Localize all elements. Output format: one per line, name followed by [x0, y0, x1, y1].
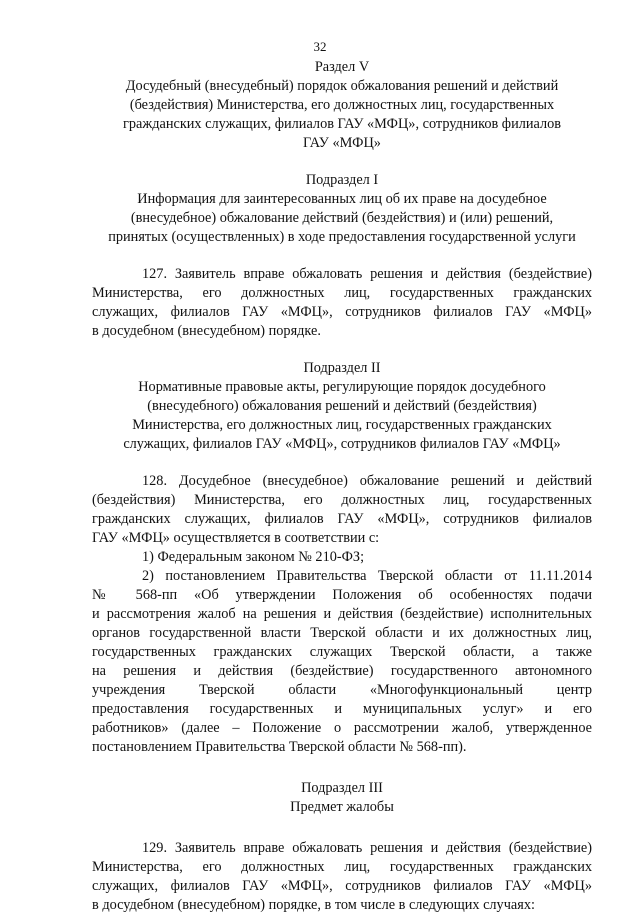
list-item-1: 1) Федеральным законом № 210-ФЗ;: [142, 549, 365, 565]
paragraph-line: Министерства, его должностных лиц, государственных гражданских: [92, 859, 592, 875]
subsection-heading-line: Министерства, его должностных лиц, государственных гражданских: [132, 417, 552, 433]
paragraph-line: (бездействия) Министерства, его должностных лиц, государственных: [92, 492, 592, 508]
paragraph-line: 128. Досудебное (внесудебное) обжалование решений и действий: [142, 473, 592, 489]
subsection-heading-line: служащих, филиалов ГАУ «МФЦ», сотрудников филиалов ГАУ «МФЦ»: [123, 436, 561, 452]
paragraph-line: ГАУ «МФЦ» осуществляется в соответствии с:: [92, 530, 380, 546]
paragraph-line: в досудебном (внесудебном) порядке, в том числе в следующих случаях:: [92, 897, 535, 913]
paragraph-line: № 568-пп «Об утверждении Положения об особенностях подачи: [92, 587, 592, 603]
subsection-heading-line: Нормативные правовые акты, регулирующие порядок досудебного: [138, 379, 546, 395]
paragraph-line: 129. Заявитель вправе обжаловать решения и действия (бездействие): [142, 840, 592, 856]
subsection-heading-line: (внесудебного) обжалования решений и действий (бездействия): [147, 398, 537, 414]
section-heading-line: ГАУ «МФЦ»: [303, 135, 381, 151]
paragraph-line: служащих, филиалов ГАУ «МФЦ», сотрудников филиалов ГАУ «МФЦ»: [92, 304, 592, 320]
section-heading-line: Досудебный (внесудебный) порядок обжалования решений и действий: [125, 78, 559, 94]
paragraph-line: постановлением Правительства Тверской области № 568-пп).: [92, 739, 467, 755]
subsection-title: Подраздел I: [305, 172, 379, 188]
subsection-title: Подраздел II: [303, 360, 381, 376]
section-heading-line: гражданских служащих, филиалов ГАУ «МФЦ», сотрудников филиалов: [122, 116, 562, 132]
list-item-2: 2) постановлением Правительства Тверской области от 11.11.2014: [142, 568, 592, 584]
subsection-title: Подраздел III: [301, 780, 383, 796]
paragraph-line: 127. Заявитель вправе обжаловать решения и действия (бездействие): [142, 266, 592, 282]
paragraph-line: государственных гражданских служащих Тверской области, а также: [92, 644, 592, 660]
subsection-2-heading: [92, 359, 592, 454]
paragraph-line: на решения и действия (бездействие) государственного автономного: [92, 663, 592, 679]
paragraph-127: [92, 265, 592, 341]
paragraph-line: работников» (далее – Положение о рассмотрении жалоб, утвержденное: [92, 720, 592, 736]
paragraph-line: и рассмотрения жалоб на решения и действия (бездействие) исполнительных: [92, 606, 592, 622]
paragraph-line: в досудебном (внесудебном) порядке.: [92, 323, 321, 339]
paragraph-129: [92, 839, 592, 915]
subsection-3-heading: [92, 779, 592, 817]
subsection-heading-line: Предмет жалобы: [290, 799, 394, 815]
paragraph-line: служащих, филиалов ГАУ «МФЦ», сотрудников филиалов ГАУ «МФЦ»: [92, 878, 592, 894]
paragraph-line: предоставления государственных и муниципальных услуг» и его: [92, 701, 592, 717]
paragraph-line: органов государственной власти Тверской области и их должностных лиц,: [92, 625, 592, 641]
paragraph-128: [92, 472, 592, 757]
paragraph-line: Министерства, его должностных лиц, государственных гражданских: [92, 285, 592, 301]
section-heading-line: (бездействия) Министерства, его должностных лиц, государственных: [129, 97, 555, 113]
page-number: 32: [313, 39, 327, 54]
subsection-heading-line: Информация для заинтересованных лиц об их праве на досудебное: [137, 191, 547, 207]
paragraph-line: учреждения Тверской области «Многофункциональный центр: [92, 682, 592, 698]
subsection-1-heading: [92, 171, 592, 247]
paragraph-line: гражданских служащих, филиалов ГАУ «МФЦ», сотрудников филиалов: [92, 511, 592, 527]
section-title: Раздел V: [314, 59, 370, 75]
document-body: [92, 58, 592, 915]
subsection-heading-line: (внесудебное) обжалование действий (бездействия) и (или) решений,: [130, 210, 554, 226]
subsection-heading-line: принятых (осуществленных) в ходе предоставления государственной услуги: [108, 229, 576, 245]
section-5-heading: [92, 58, 592, 153]
